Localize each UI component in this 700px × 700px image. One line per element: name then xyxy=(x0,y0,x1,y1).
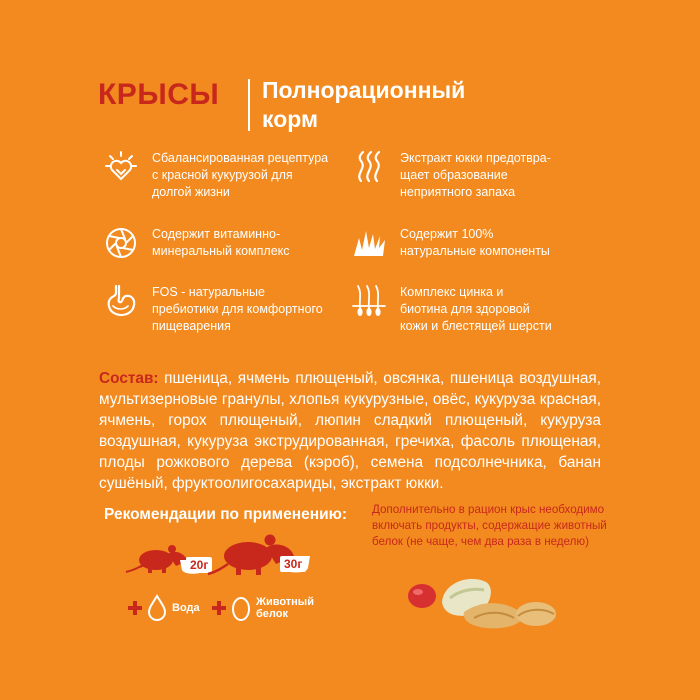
title-divider xyxy=(248,79,250,131)
feature-text-line: FOS - натуральные xyxy=(152,285,265,299)
feature-text-line: пребиотики для комфортного xyxy=(152,302,323,316)
water-drop-icon xyxy=(146,594,168,622)
page-subtitle xyxy=(262,76,562,134)
feature-text-line: щает образование xyxy=(400,168,508,182)
hair-follicle-icon xyxy=(352,284,386,318)
plus-icon xyxy=(128,601,142,615)
feature-yucca-extract xyxy=(352,150,551,201)
page-title: КРЫСЫ xyxy=(98,78,220,111)
feature-text-line: минеральный комплекс xyxy=(152,244,290,258)
portion-amount-large: 30г xyxy=(280,556,306,572)
heart-icon xyxy=(104,150,138,184)
legend-text-line: белок xyxy=(256,608,288,620)
protein-note: Дополнительно в рацион крыс необходимо включать продукты, содержащие животный белок (не чаще, чем два раза в неделю) xyxy=(372,503,607,548)
egg-icon xyxy=(230,594,252,622)
legend-text-line: Животный xyxy=(256,596,314,608)
aperture-icon xyxy=(104,226,138,260)
composition-text: пшеница, ячмень плющеный, овсянка, пшеница воздушная, мультизерновые гранулы, хлопья кукурузные, овёс, кукуруза красная, ячмень, горох плющеный, люпин сладкий плющеный, кукуруза воздушная, кукуруза экструдированная, гречиха, фасоль плющеная, плоды рожкового дерева (кэроб), семена подсолнечника, банан сушёный, фруктоолигосахариды, экстракт юкки. xyxy=(99,370,601,492)
feature-vitamin-complex xyxy=(104,226,290,260)
feature-text-line: Содержит 100% xyxy=(400,227,494,241)
legend-water xyxy=(128,594,200,622)
legend-text-line: Вода xyxy=(172,602,200,614)
composition-label: Состав: xyxy=(99,370,159,387)
recommendations-title: Рекомендации по применению: xyxy=(104,506,348,523)
feature-balanced-recipe xyxy=(104,150,328,201)
subtitle-line: корм xyxy=(262,106,319,132)
feature-text-line: пищеварения xyxy=(152,319,231,333)
feature-text-line: с красной кукурузой для xyxy=(152,168,293,182)
aroma-icon xyxy=(352,150,386,184)
grass-icon xyxy=(352,226,386,260)
feature-text-line: долгой жизни xyxy=(152,185,230,199)
feature-text-line: Экстракт юкки предотвра- xyxy=(400,151,551,165)
feature-text-line: биотина для здоровой xyxy=(400,302,530,316)
portion-amount-small: 20г xyxy=(186,557,212,573)
feature-fos-prebiotics xyxy=(104,284,323,335)
feature-zinc-biotin xyxy=(352,284,552,335)
composition xyxy=(99,368,601,494)
feature-text-line: натуральные компоненты xyxy=(400,244,550,258)
plus-icon xyxy=(212,601,226,615)
feature-text-line: неприятного запаха xyxy=(400,185,516,199)
feature-natural-components xyxy=(352,226,550,260)
feature-text-line: Содержит витаминно- xyxy=(152,227,281,241)
feature-text-line: Комплекс цинка и xyxy=(400,285,504,299)
stomach-icon xyxy=(104,284,138,318)
legend-animal-protein xyxy=(212,594,314,622)
feature-text-line: Сбалансированная рецептура xyxy=(152,151,329,165)
feature-text-line: кожи и блестящей шерсти xyxy=(400,319,552,333)
food-image xyxy=(404,568,576,632)
subtitle-line: Полнорационный xyxy=(262,77,466,103)
